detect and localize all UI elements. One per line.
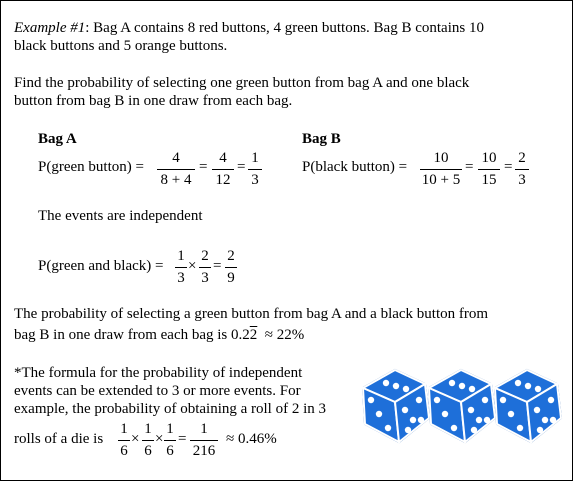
note-line-4: rolls of a die is (14, 431, 104, 447)
equals-sign: = (465, 159, 474, 175)
intro-text: : Bag A contains 8 red buttons, 4 green buttons. Bag B contains 10 (85, 20, 484, 36)
fraction-denominator: 12 (215, 172, 231, 188)
die-fraction-2 (142, 421, 154, 460)
result-fraction (190, 421, 218, 460)
intro-line-2: black buttons and 5 orange buttons. (14, 38, 228, 54)
combined-label: P(green and black) = (38, 258, 164, 274)
bag-a-fraction-2 (212, 150, 234, 189)
fraction-numerator: 1 (200, 421, 208, 437)
fraction-denominator: 6 (120, 443, 128, 459)
bag-b-fraction-1 (420, 150, 462, 189)
bag-a-label: P(green button) = (38, 159, 144, 175)
times-sign: × (155, 431, 164, 447)
fraction-denominator: 216 (192, 443, 216, 459)
combined-fraction-b (199, 248, 211, 287)
combined-fraction-a (175, 248, 187, 287)
die-icon (363, 370, 429, 442)
conclusion-text: bag B in one draw from each bag is 0.2 (14, 327, 250, 343)
bag-a-heading: Bag A (38, 131, 77, 147)
bag-b-heading: Bag B (302, 131, 341, 147)
bag-b-fraction-3 (515, 150, 529, 189)
fraction-denominator: 9 (227, 270, 235, 286)
fraction-numerator: 10 (433, 150, 449, 166)
fraction-denominator: 10 + 5 (421, 172, 461, 188)
fraction-numerator: 4 (172, 150, 180, 166)
note-line-1: *The formula for the probability of independent (14, 365, 303, 381)
equals-sign: = (199, 159, 208, 175)
die-icon (495, 370, 561, 442)
fraction-numerator: 1 (177, 248, 185, 264)
intro-line-1 (14, 20, 484, 37)
fraction-denominator: 6 (166, 443, 174, 459)
conclusion-approx: ≈ 22% (264, 327, 305, 343)
bag-b-label: P(black button) = (302, 159, 408, 175)
fraction-denominator: 3 (251, 172, 259, 188)
equals-sign: = (504, 159, 513, 175)
bag-a-fraction-1 (157, 150, 195, 189)
conclusion-line-2 (14, 327, 304, 344)
example-label: Example #1 (14, 20, 86, 36)
note-line-2: events can be extended to 3 or more events. For (14, 383, 301, 399)
equals-sign: = (178, 431, 187, 447)
fraction-numerator: 2 (227, 248, 235, 264)
dice-illustration (355, 360, 565, 450)
die-fraction-1 (118, 421, 130, 460)
bag-b-fraction-2 (478, 150, 500, 189)
times-sign: × (131, 431, 140, 447)
fraction-numerator: 10 (481, 150, 497, 166)
combined-fraction-c (225, 248, 237, 287)
question-line-2: button from bag B in one draw from each bag. (14, 93, 293, 109)
conclusion-line-1: The probability of selecting a green button from bag A and a black button from (14, 306, 489, 322)
note-line-3: example, the probability of obtaining a roll of 2 in 3 (14, 401, 327, 417)
fraction-numerator: 1 (251, 150, 259, 166)
fraction-denominator: 8 + 4 (160, 172, 192, 188)
fraction-numerator: 2 (518, 150, 526, 166)
fraction-denominator: 3 (201, 270, 209, 286)
fraction-denominator: 3 (177, 270, 185, 286)
bag-a-fraction-3 (248, 150, 262, 189)
die-fraction-3 (164, 421, 176, 460)
fraction-denominator: 6 (144, 443, 152, 459)
equals-sign: = (237, 159, 246, 175)
independent-statement: The events are independent (38, 208, 203, 224)
equals-sign: = (213, 258, 222, 274)
fraction-numerator: 1 (144, 421, 152, 437)
fraction-numerator: 2 (201, 248, 209, 264)
question-line-1: Find the probability of selecting one green button from bag A and one black (14, 75, 470, 91)
fraction-denominator: 3 (518, 172, 526, 188)
times-sign: × (188, 258, 197, 274)
die-icon (429, 370, 495, 442)
fraction-numerator: 1 (120, 421, 128, 437)
fraction-numerator: 1 (166, 421, 174, 437)
fraction-numerator: 4 (219, 150, 227, 166)
note-approx: ≈ 0.46% (226, 431, 277, 447)
repeating-digit: 2 (249, 327, 258, 343)
fraction-denominator: 15 (481, 172, 497, 188)
